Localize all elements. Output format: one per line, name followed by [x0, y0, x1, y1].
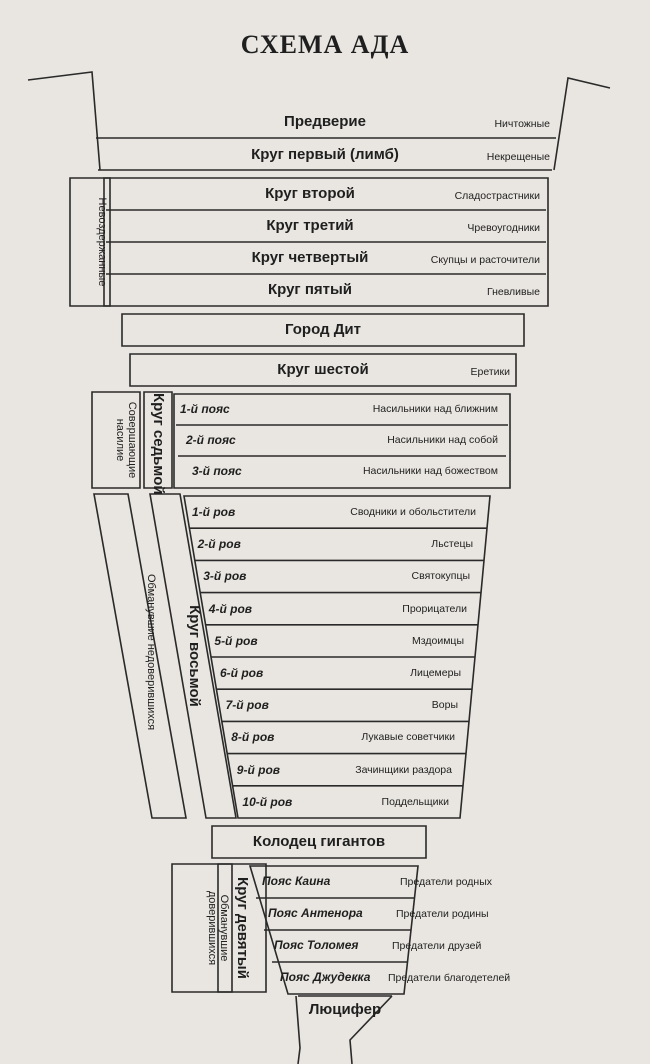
ninth-belt-name: Пояс Джудекка [280, 970, 371, 984]
upper-circle-name: Круг четвертый [251, 249, 369, 266]
ninth-belt-sinners: Предатели благодетелей [388, 972, 511, 984]
belt-name: 2-й пояс [186, 433, 236, 447]
ditch-sinners: Воры [431, 699, 458, 712]
seventh-circle-label: Круг седьмой [150, 393, 167, 495]
ninth-circle-label: Круг девятый [234, 877, 251, 979]
eighth-circle-label: Круг восьмой [186, 605, 203, 707]
upper-circle-name: Круг пятый [267, 281, 353, 298]
ditch-name: 3-й ров [203, 569, 247, 584]
ditch-sinners: Льстецы [431, 538, 473, 551]
belt-sinners: Насильники над собой [387, 434, 498, 446]
upper-circle-sinners: Еретики [470, 366, 510, 378]
upper-circle-sinners: Гневливые [486, 286, 540, 298]
ditch-sinners: Святокупцы [411, 570, 470, 583]
ditch-name: 10-й ров [242, 794, 293, 809]
ditch-sinners: Поддельщики [381, 795, 449, 808]
incontinent-label: Невоздержанные [96, 197, 108, 287]
upper-circle-sinners: Некрещеные [486, 151, 550, 163]
ditch-sinners: Мздоимцы [412, 634, 464, 647]
ninth-belt-name: Пояс Толомея [274, 938, 359, 952]
well-of-giants: Колодец гигантов [252, 833, 386, 850]
upper-circle-sinners: Чревоугодники [467, 222, 540, 234]
ditch-name: 2-й ров [197, 537, 241, 552]
funnel-left-wall [28, 72, 100, 170]
ditch-sinners: Лицемеры [410, 667, 461, 679]
fraud-label: Обманувшие недоверившихся [145, 573, 157, 731]
ninth-belt-sinners: Предатели друзей [392, 940, 482, 952]
ditch-name: 6-й ров [220, 666, 264, 680]
belt-name: 3-й пояс [192, 464, 242, 478]
ditch-sinners: Сводники и обольстители [350, 506, 476, 518]
ditch-name: 9-й ров [236, 762, 281, 777]
ditch-name: 4-й ров [208, 601, 253, 616]
ninth-belt-name: Пояс Антенора [268, 906, 363, 920]
ditch-sinners: Зачинщики раздора [355, 763, 452, 776]
upper-circle-sinners: Ничтожные [494, 118, 550, 130]
traitors-label: Обманувшие доверившихся [206, 890, 230, 966]
funnel-right-wall [554, 78, 610, 170]
upper-circle-sinners: Сладострастники [454, 190, 540, 202]
dis-city-name: Город Дит [285, 321, 361, 338]
ditch-sinners: Прорицатели [402, 602, 467, 615]
diagram-title: СХЕМА АДА [240, 30, 410, 59]
upper-circle-name: Круг третий [266, 217, 354, 234]
upper-circle-sinners: Скупцы и расточители [430, 254, 540, 266]
lucifer-label: Люцифер [308, 1001, 382, 1018]
belt-sinners: Насильники над ближним [372, 403, 498, 415]
upper-circle-name: Круг первый (лимб) [251, 146, 399, 163]
ditch-name: 8-й ров [231, 730, 275, 745]
violent-label: Совершающие насилие [114, 401, 138, 479]
belt-sinners: Насильники над божеством [362, 465, 498, 477]
ninth-belt-sinners: Предатели родных [400, 876, 492, 888]
belt-name: 1-й пояс [180, 402, 230, 416]
ditch-name: 1-й ров [192, 505, 236, 519]
ditch-name: 7-й ров [225, 698, 269, 713]
ditch-name: 5-й ров [214, 633, 258, 648]
ninth-belt-name: Пояс Каина [262, 874, 331, 888]
upper-circle-name: Круг второй [265, 185, 355, 202]
ninth-belt-sinners: Предатели родины [396, 908, 489, 920]
upper-circle-name: Круг шестой [277, 361, 369, 378]
upper-circle-name: Предверие [284, 113, 366, 130]
ditch-sinners: Лукавые советчики [361, 731, 455, 744]
